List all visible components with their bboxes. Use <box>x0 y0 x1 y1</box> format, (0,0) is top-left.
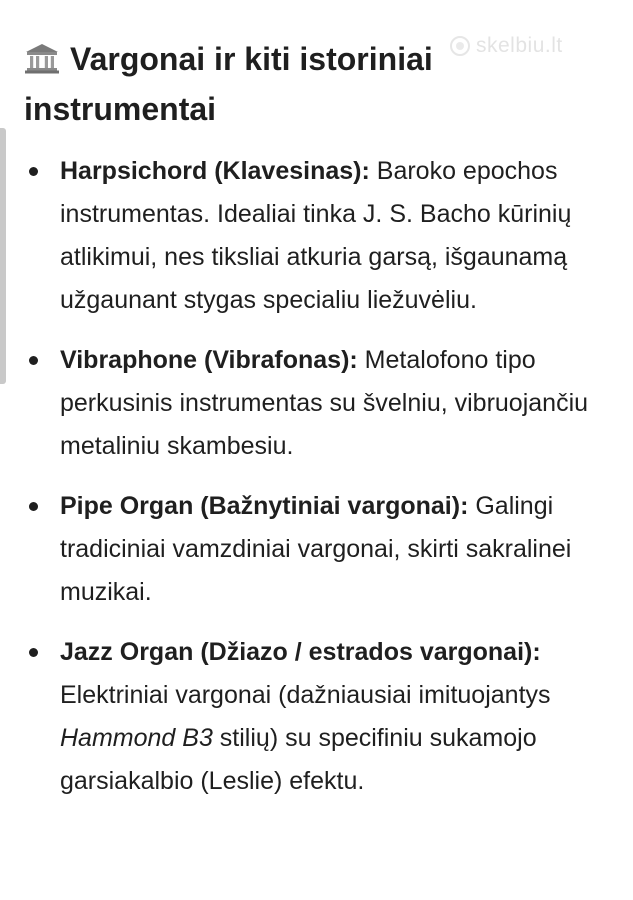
watermark-text: skelbiu.lt <box>476 34 563 57</box>
item-description-italic: Hammond B3 <box>60 724 213 752</box>
instrument-list <box>0 150 633 820</box>
classical-building-icon <box>24 40 60 86</box>
item-description-start: Elektriniai vargonai (dažniausiai imituojantys <box>60 681 551 709</box>
item-term: Jazz Organ (Džiazo / estrados vargonai): <box>60 638 541 666</box>
item-term: Pipe Organ (Bažnytiniai vargonai): <box>60 492 469 520</box>
list-item-jazz-organ <box>0 631 633 803</box>
bullet-icon <box>29 648 38 657</box>
list-item-pipe-organ <box>0 485 633 614</box>
item-term: Harpsichord (Klavesinas): <box>60 157 370 185</box>
section-heading <box>24 36 614 132</box>
item-description-end: stilių) su specifiniu sukamojo garsiakalbio (Leslie) efektu. <box>60 724 537 795</box>
bullet-icon <box>29 502 38 511</box>
item-description: Metalofono tipo perkusinis instrumentas su švelniu, vibruojančiu metaliniu skambesiu. <box>60 346 589 460</box>
section-heading-text: Vargonai ir kiti istoriniai instrumentai <box>24 41 433 127</box>
item-description: Baroko epochos instrumentas. Idealiai tinka J. S. Bacho kūrinių atlikimui, nes tiksliai atkuria garsą, išgaunamą užgaunant stygas specialiu liežuvėliu. <box>60 157 572 314</box>
bullet-icon <box>29 167 38 176</box>
item-description: Galingi tradiciniai vamzdiniai vargonai, skirti sakralinei muzikai. <box>60 492 572 606</box>
item-term: Vibraphone (Vibrafonas): <box>60 346 358 374</box>
bullet-icon <box>29 356 38 365</box>
list-item-vibraphone <box>0 339 633 468</box>
list-item-harpsichord <box>0 150 633 322</box>
